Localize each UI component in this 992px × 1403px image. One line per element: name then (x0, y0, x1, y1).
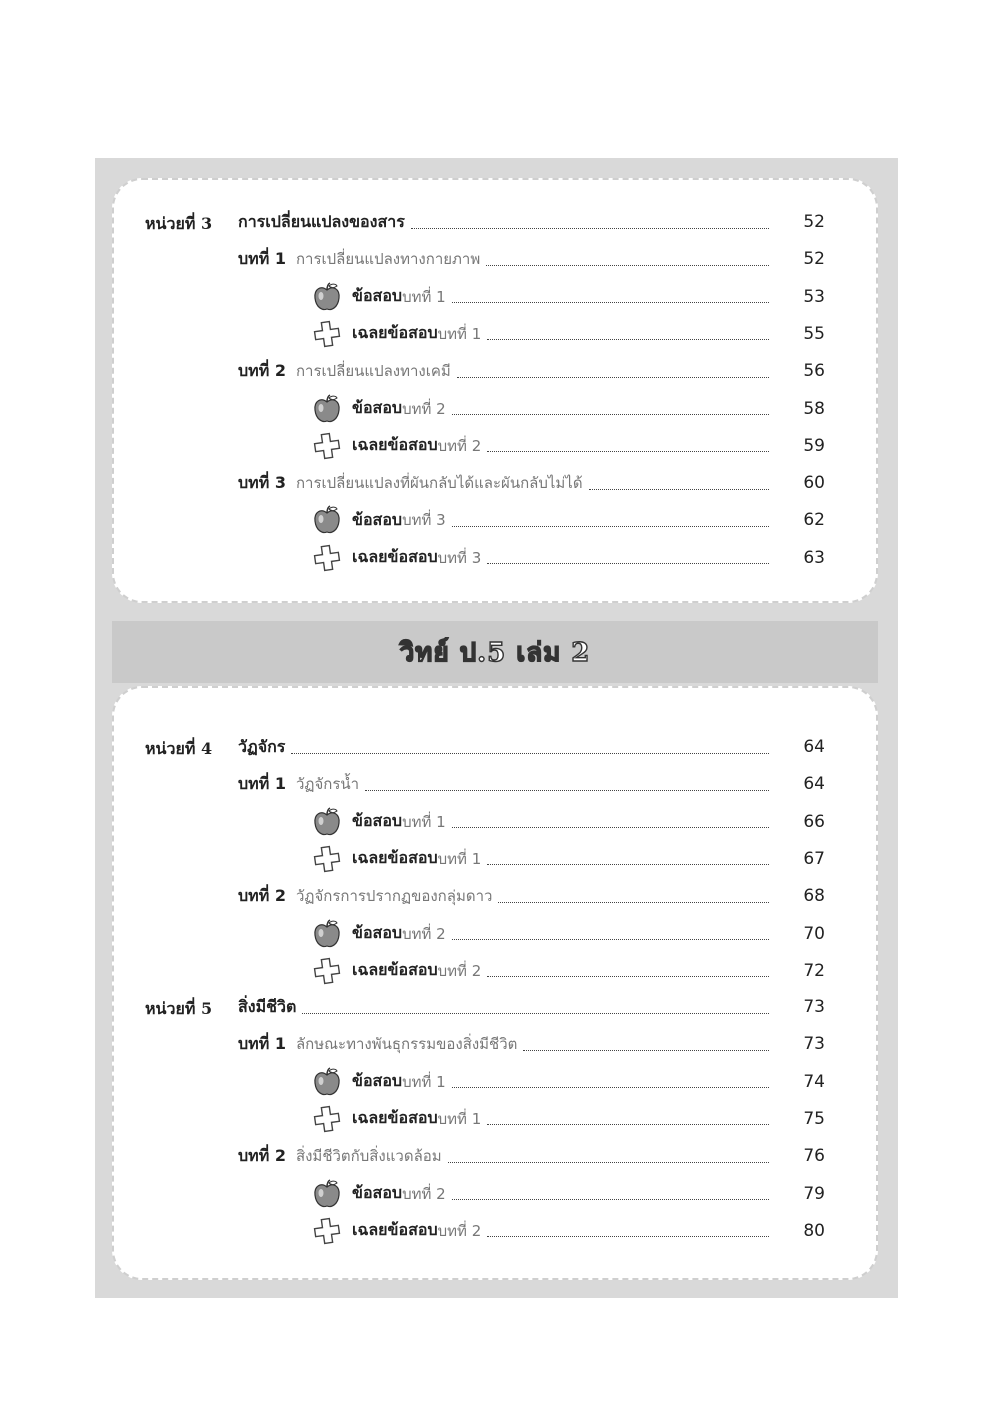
lesson-page-number: 76 (803, 1146, 825, 1167)
quiz-page-number: 70 (803, 923, 825, 944)
quiz-page-number: 53 (803, 286, 825, 307)
leader-dots (365, 790, 769, 791)
lesson-page-number: 64 (803, 774, 825, 795)
answer-label: เฉลยข้อสอบ (352, 435, 438, 455)
lesson-page-number: 68 (803, 886, 825, 907)
leader-dots (589, 489, 769, 490)
lesson-title: วัฏจักรน้ำ (295, 775, 360, 794)
unit-page-number: 73 (803, 997, 825, 1017)
plus-icon (312, 543, 342, 573)
quiz-lesson: บทที่ 2 (402, 924, 446, 943)
quiz-label: ข้อสอบ (352, 923, 403, 942)
lesson-page-number: 60 (803, 473, 825, 494)
quiz-lesson: บทที่ 3 (402, 511, 446, 530)
volume-title: วิทย์ ป.5 เล่ม 2 (399, 637, 591, 668)
leader-dots (452, 939, 769, 940)
lesson-title: การเปลี่ยนแปลงทางกายภาพ (295, 250, 481, 269)
answer-lesson: บทที่ 2 (437, 1221, 482, 1240)
plus-icon (312, 431, 342, 461)
apple-icon (312, 282, 342, 312)
quiz-label: ข้อสอบ (352, 1071, 403, 1091)
leader-dots (498, 902, 769, 903)
leader-dots (302, 1013, 769, 1014)
leader-dots (411, 228, 769, 229)
answer-label: เฉลยข้อสอบ (352, 848, 438, 868)
quiz-lesson: บทที่ 1 (402, 287, 446, 306)
plus-icon (312, 319, 342, 349)
lesson-label: บทที่ 2 (238, 1145, 286, 1165)
quiz-label: ข้อสอบ (352, 509, 403, 529)
answer-page-number: 75 (803, 1108, 825, 1129)
apple-icon (312, 1067, 342, 1097)
answer-lesson: บทที่ 2 (437, 961, 482, 980)
lesson-title: การเปลี่ยนแปลงที่ผันกลับได้และผันกลับไม่ได้ (295, 474, 583, 493)
quiz-lesson: บทที่ 1 (402, 812, 446, 831)
quiz-row (312, 394, 775, 424)
answer-page-number: 67 (803, 848, 825, 869)
answer-label: เฉลยข้อสอบ (352, 960, 438, 980)
toc-panel-top (112, 178, 878, 603)
quiz-label: ข้อสอบ (352, 398, 403, 417)
answer-lesson: บทที่ 1 (437, 1109, 482, 1128)
answer-lesson: บทที่ 2 (437, 436, 482, 455)
plus-icon (312, 956, 342, 986)
apple-icon (312, 505, 342, 535)
volume-band (112, 621, 878, 683)
answer-page-number: 72 (803, 960, 825, 981)
lesson-row (238, 356, 775, 386)
lesson-label: บทที่ 3 (238, 472, 286, 492)
answer-page-number: 55 (803, 323, 825, 344)
quiz-page-number: 74 (803, 1071, 825, 1092)
unit-row (238, 992, 775, 1022)
unit-page-number: 64 (803, 737, 825, 757)
unit-title: วัฏจักร (238, 736, 286, 756)
unit-page-number: 52 (803, 212, 825, 232)
quiz-row (312, 919, 775, 949)
answer-row (312, 844, 775, 874)
leader-dots (452, 526, 769, 527)
lesson-title: สิ่งมีชีวิตกับสิ่งแวดล้อม (295, 1147, 442, 1166)
unit-title: การเปลี่ยนแปลงของสาร (238, 211, 405, 231)
leader-dots (448, 1162, 769, 1163)
lesson-row (238, 244, 775, 274)
answer-row (312, 319, 775, 349)
leader-dots (452, 1199, 769, 1200)
quiz-row (312, 807, 775, 837)
answer-label: เฉลยข้อสอบ (352, 1220, 438, 1240)
apple-icon (312, 1179, 342, 1209)
answer-row (312, 543, 775, 573)
leader-dots (487, 864, 769, 865)
quiz-row (312, 505, 775, 535)
leader-dots (291, 753, 769, 754)
leader-dots (487, 451, 769, 452)
leader-dots (452, 414, 769, 415)
unit-row (238, 732, 775, 762)
quiz-label: ข้อสอบ (352, 286, 403, 306)
leader-dots (457, 377, 769, 378)
plus-icon (312, 1216, 342, 1246)
answer-page-number: 63 (803, 547, 825, 568)
leader-dots (487, 1124, 769, 1125)
answer-label: เฉลยข้อสอบ (352, 1108, 438, 1128)
lesson-row (238, 769, 775, 799)
quiz-row (312, 1067, 775, 1097)
apple-icon (312, 807, 342, 837)
lesson-page-number: 56 (803, 361, 825, 382)
leader-dots (452, 302, 769, 303)
leader-dots (486, 265, 769, 266)
quiz-lesson: บทที่ 1 (402, 1072, 446, 1091)
lesson-label: บทที่ 1 (238, 1033, 286, 1053)
leader-dots (487, 1236, 769, 1237)
leader-dots (487, 563, 769, 564)
lesson-page-number: 73 (803, 1034, 825, 1055)
answer-lesson: บทที่ 1 (437, 324, 482, 343)
unit-label: หน่วยที่ 3 (145, 214, 213, 233)
answer-row (312, 1104, 775, 1134)
unit-row (238, 207, 775, 237)
answer-page-number: 80 (803, 1220, 825, 1241)
quiz-lesson: บทที่ 2 (402, 399, 446, 418)
leader-dots (487, 339, 769, 340)
lesson-title: การเปลี่ยนแปลงทางเคมี (295, 362, 451, 381)
lesson-row (238, 468, 775, 498)
leader-dots (452, 827, 769, 828)
apple-icon (312, 394, 342, 424)
leader-dots (487, 976, 769, 977)
lesson-label: บทที่ 2 (238, 360, 286, 380)
lesson-label: บทที่ 1 (238, 773, 286, 793)
plus-icon (312, 844, 342, 874)
leader-dots (523, 1050, 769, 1051)
quiz-page-number: 66 (803, 811, 825, 832)
quiz-row (312, 1179, 775, 1209)
answer-page-number: 59 (803, 435, 825, 456)
answer-label: เฉลยข้อสอบ (352, 323, 438, 343)
quiz-label: ข้อสอบ (352, 811, 403, 831)
lesson-row (238, 1141, 775, 1171)
quiz-page-number: 79 (803, 1183, 825, 1204)
lesson-row (238, 881, 775, 911)
lesson-label: บทที่ 1 (238, 248, 286, 268)
answer-row (312, 431, 775, 461)
quiz-row (312, 282, 775, 312)
lesson-row (238, 1029, 775, 1059)
apple-icon (312, 919, 342, 949)
lesson-page-number: 52 (803, 249, 825, 270)
unit-label: หน่วยที่ 5 (145, 999, 213, 1018)
lesson-title: วัฏจักรการปรากฏของกลุ่มดาว (295, 887, 493, 906)
answer-label: เฉลยข้อสอบ (352, 547, 438, 567)
answer-row (312, 956, 775, 986)
quiz-page-number: 62 (803, 510, 825, 531)
answer-row (312, 1216, 775, 1246)
answer-lesson: บทที่ 3 (437, 548, 482, 567)
quiz-lesson: บทที่ 2 (402, 1184, 446, 1203)
lesson-label: บทที่ 2 (238, 885, 286, 905)
plus-icon (312, 1104, 342, 1134)
unit-title: สิ่งมีชีวิต (238, 996, 297, 1016)
quiz-page-number: 58 (803, 398, 825, 419)
unit-label: หน่วยที่ 4 (145, 739, 213, 758)
answer-lesson: บทที่ 1 (437, 849, 482, 868)
leader-dots (452, 1087, 769, 1088)
lesson-title: ลักษณะทางพันธุกรรมของสิ่งมีชีวิต (295, 1035, 518, 1054)
quiz-label: ข้อสอบ (352, 1183, 403, 1202)
